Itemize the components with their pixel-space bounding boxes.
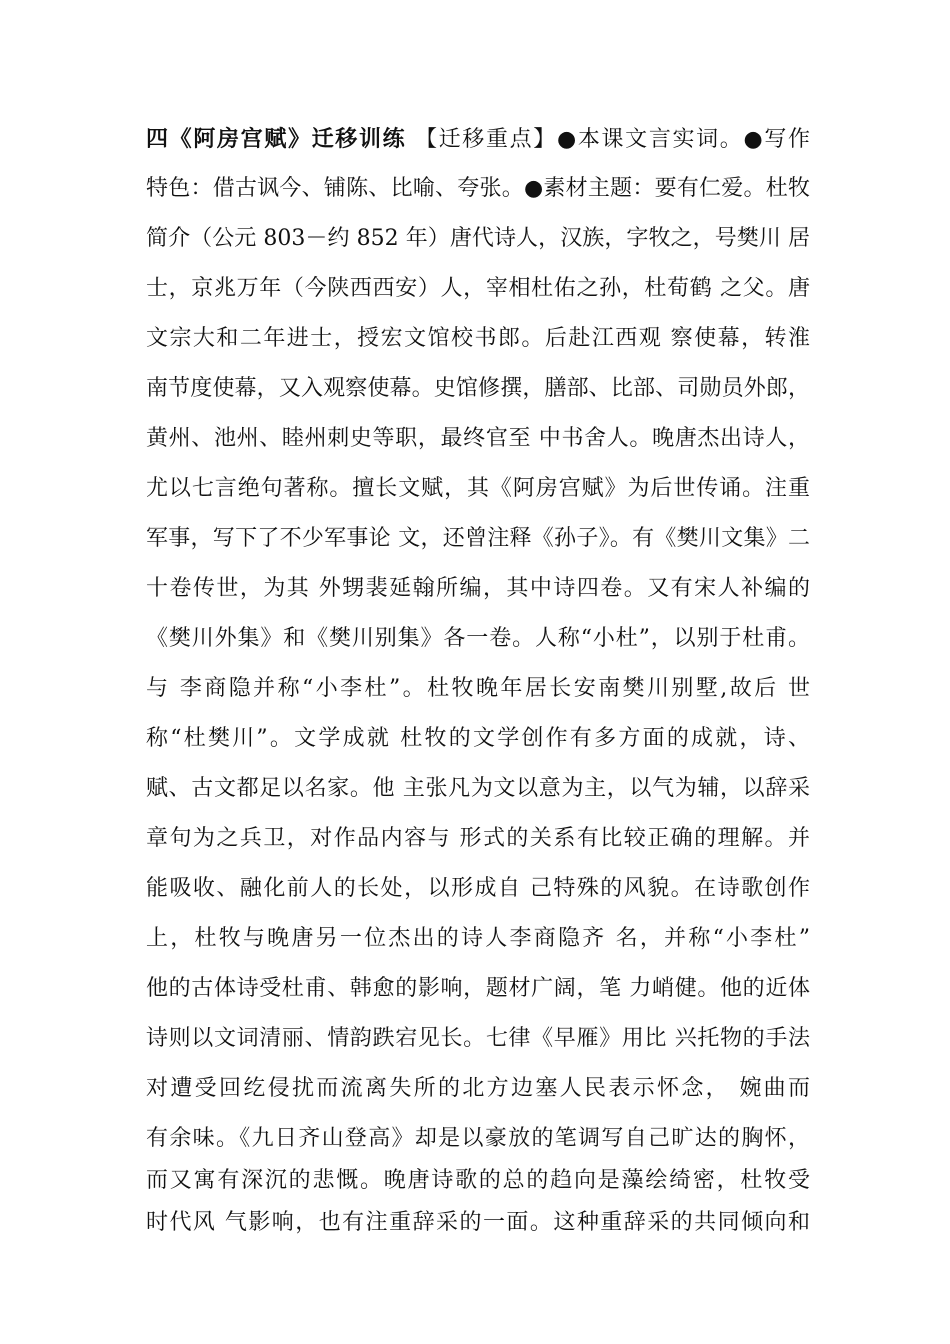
- text-line-9: 军事，写下了不少军事论 文，还曾注释《孙子》。有《樊川文集》二: [146, 526, 810, 551]
- text-line-10: 十卷传世，为其 外甥裴延翰所编，其中诗四卷。又有宋人补编的: [146, 576, 810, 601]
- text-line-23: 时代风 气影响，也有注重辞采的一面。这种重辞采的共同倾向和: [146, 1210, 810, 1235]
- text-line-11: 《樊川外集》和《樊川别集》各一卷。人称“小杜”，以别于杜甫。: [146, 626, 810, 651]
- text-line-3: 简介（公元 803－约 852 年）唐代诗人，汉族，字牧之，号樊川 居: [146, 226, 810, 251]
- text-line-20: 对遭受回纥侵扰而流离失所的北方边塞人民表示怀念， 婉曲而: [146, 1076, 810, 1101]
- text-line-22: 而又寓有深沉的悲慨。晚唐诗歌的总的趋向是藻绘绮密，杜牧受: [146, 1168, 810, 1193]
- text-line-18: 他的古体诗受杜甫、韩愈的影响，题材广阔，笔 力峭健。他的近体: [146, 976, 810, 1001]
- text-line-21: 有余味。《九日齐山登高》却是以豪放的笔调写自己旷达的胸怀，: [146, 1126, 810, 1151]
- text-line-1-body: 【迁移重点】●本课文言实词。●写作: [414, 127, 810, 152]
- text-line-8: 尤以七言绝句著称。擅长文赋，其《阿房宫赋》为后世传诵。注重: [146, 476, 810, 501]
- text-line-15: 章句为之兵卫，对作品内容与 形式的关系有比较正确的理解。并: [146, 826, 810, 851]
- document-title: 四《阿房宫赋》迁移训练: [146, 126, 407, 152]
- text-line-5: 文宗大和二年进士，授宏文馆校书郎。后赴江西观 察使幕，转淮: [146, 326, 810, 351]
- text-line-1: [146, 124, 810, 174]
- text-line-14: 赋、古文都足以名家。他 主张凡为文以意为主，以气为辅，以辞采: [146, 776, 810, 801]
- text-line-12: 与 李商隐并称“小李杜”。杜牧晚年居长安南樊川别墅,故后 世: [146, 676, 810, 701]
- text-line-13: 称“杜樊川”。文学成就 杜牧的文学创作有多方面的成就，诗、: [146, 726, 810, 751]
- text-line-2: 特色：借古讽今、铺陈、比喻、夸张。●素材主题：要有仁爱。杜牧: [146, 176, 810, 201]
- text-line-7: 黄州、池州、睦州刺史等职，最终官至 中书舍人。晚唐杰出诗人，: [146, 426, 810, 451]
- text-line-6: 南节度使幕，又入观察使幕。史馆修撰，膳部、比部、司勋员外郎，: [146, 376, 810, 401]
- text-line-4: 士，京兆万年（今陕西西安）人，宰相杜佑之孙，杜荀鹤 之父。唐: [146, 276, 810, 301]
- text-line-17: 上，杜牧与晚唐另一位杰出的诗人李商隐齐 名，并称“小李杜”: [146, 926, 810, 951]
- text-line-19: 诗则以文词清丽、情韵跌宕见长。七律《早雁》用比 兴托物的手法: [146, 1026, 810, 1051]
- text-line-16: 能吸收、融化前人的长处，以形成自 己特殊的风貌。在诗歌创作: [146, 876, 810, 901]
